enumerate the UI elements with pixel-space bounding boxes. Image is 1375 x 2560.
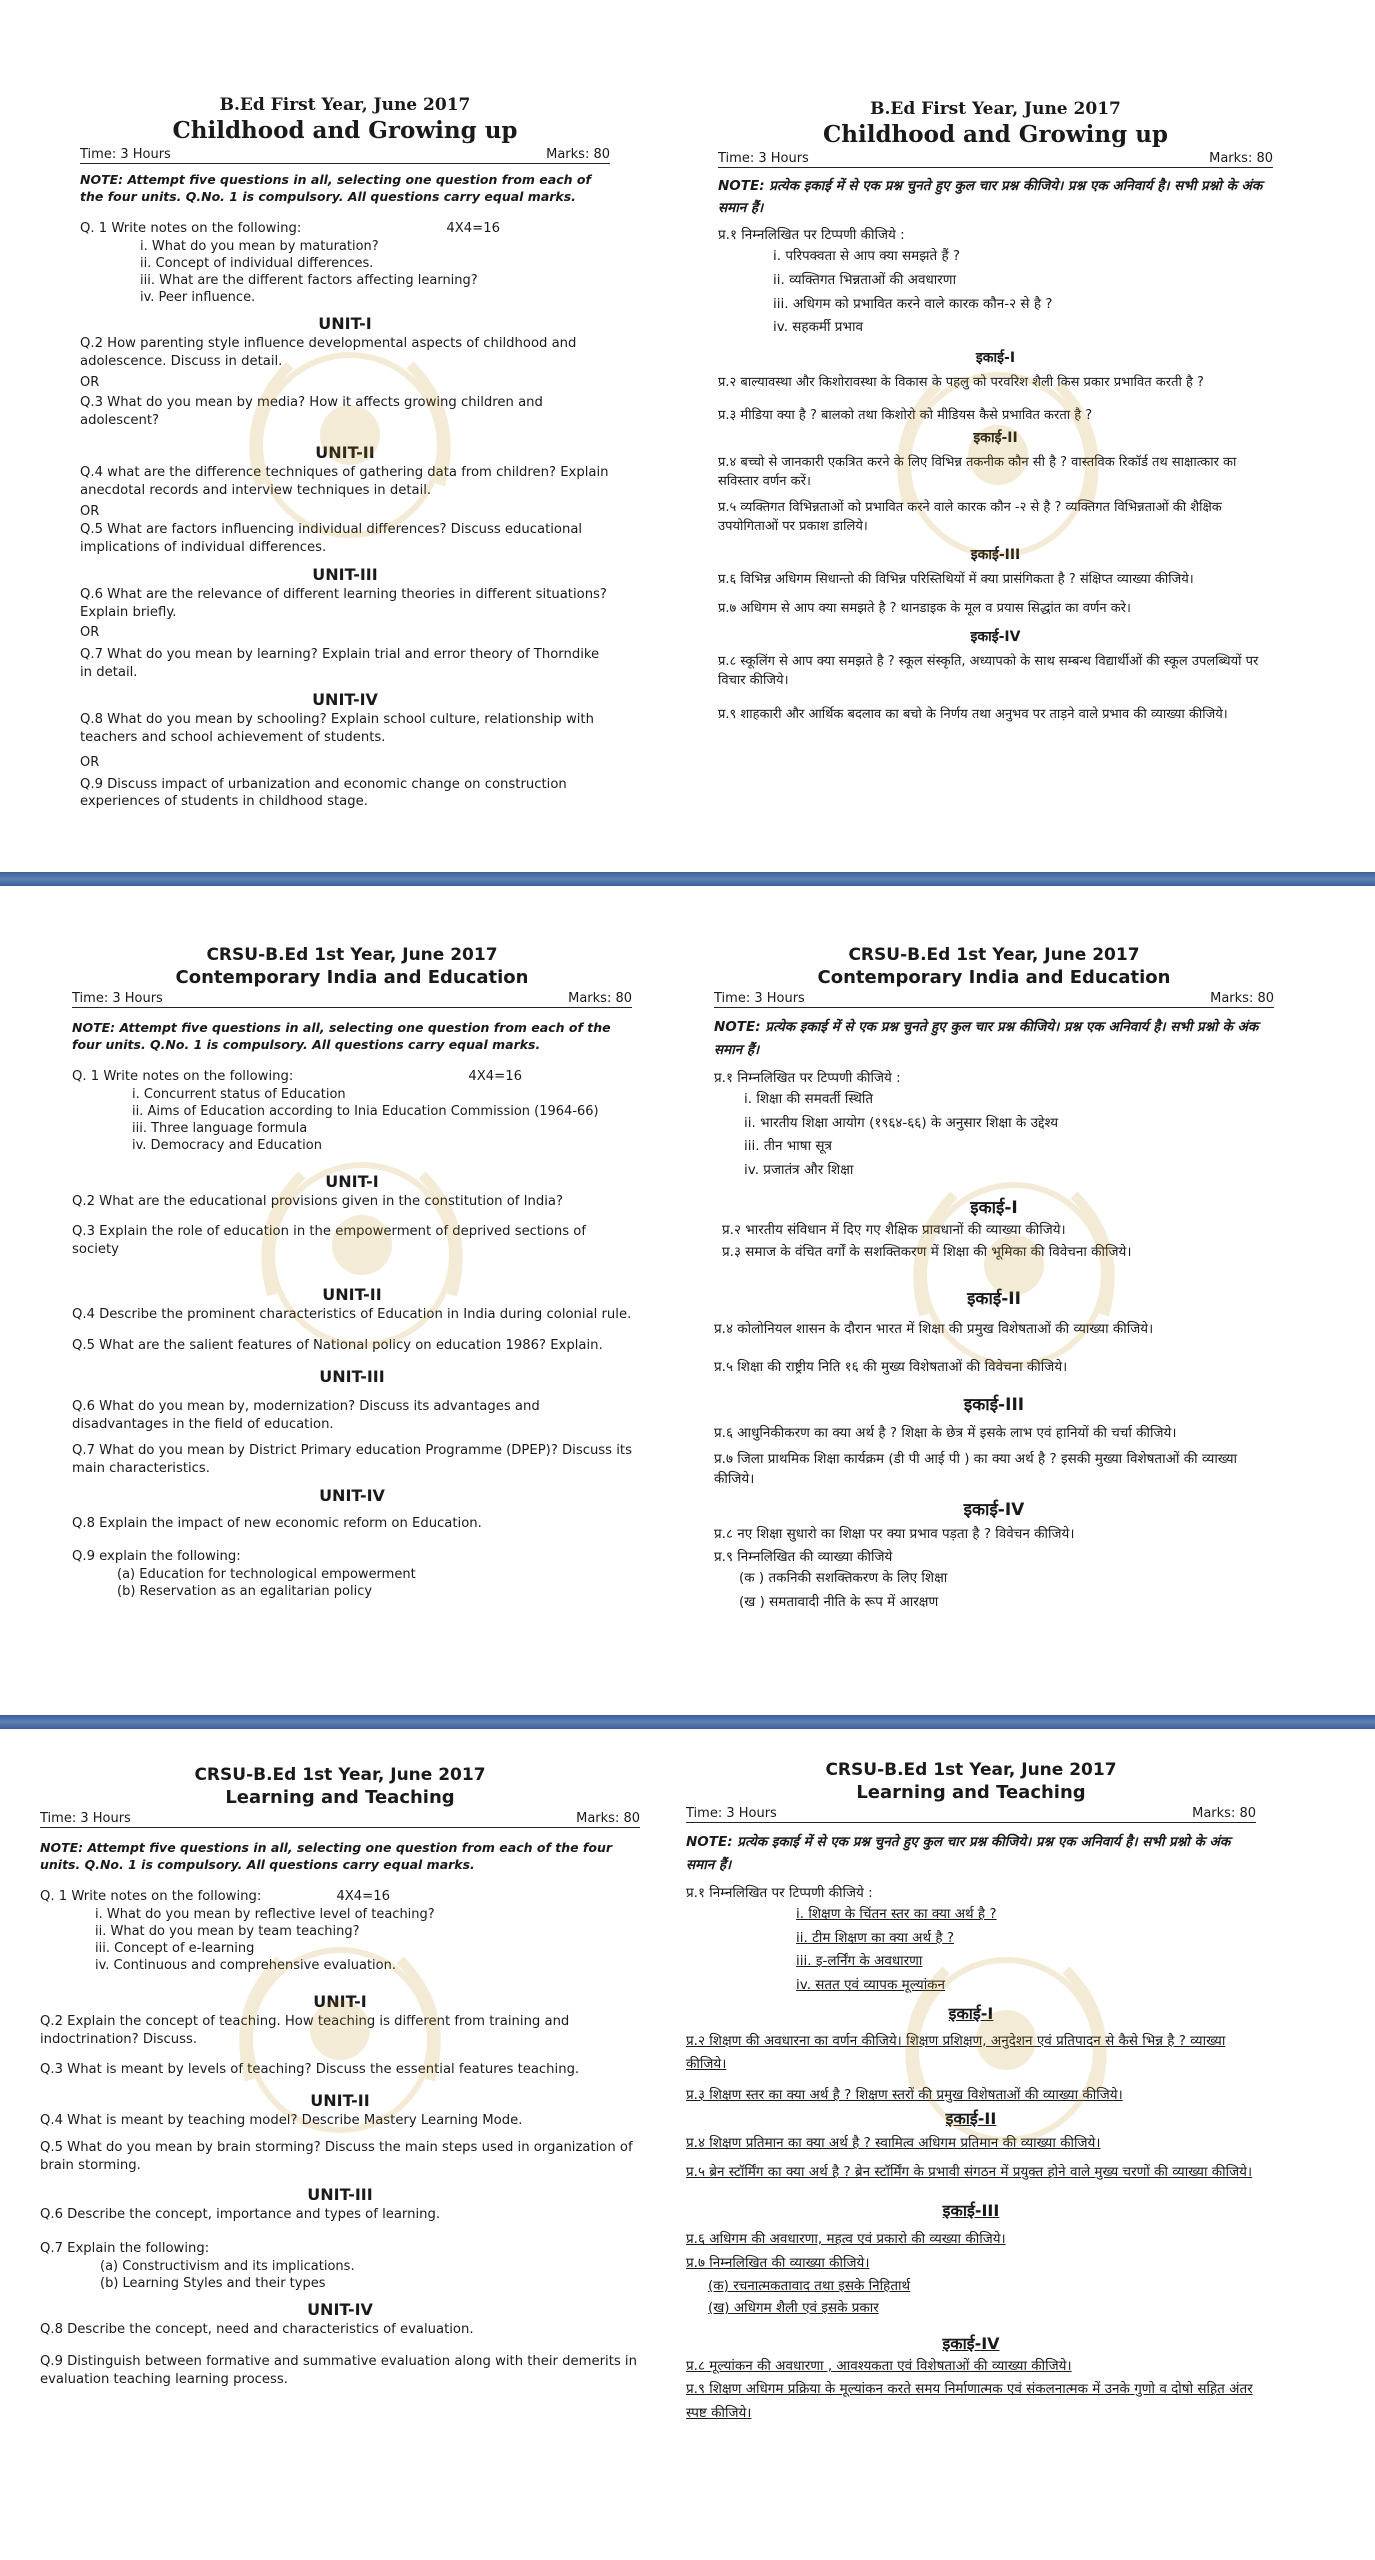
question-text: Q. 1 Write notes on the following: [72,1068,294,1084]
question-2: प्र.२ बाल्यावस्था और किशोरावस्था के विकास के पहलु को परवरिश शैली किस प्रकार प्रभावित करती है ? [718,374,1204,390]
question-2: Q.2 What are the educational provisions given in the constitution of India? [72,1194,563,1210]
question-1: प्र.१ निम्नलिखित पर टिप्पणी कीजिये : [714,1069,901,1086]
question-9: Q.9 Discuss impact of urbanization and economic change on construction experiences of students in childhood stage. [80,776,567,810]
question-3: Q.3 What is meant by levels of teaching? Discuss the essential features teaching. [40,2061,580,2077]
unit-heading: UNIT-IV [312,689,378,709]
question-1: प्र.१ निम्नलिखित पर टिप्पणी कीजिये : [718,227,905,244]
question-text: Q. 1 Write notes on the following: [80,220,302,236]
question-1 [40,1888,640,1906]
question-7: प्र.७ निम्नलिखित की व्याख्या कीजिये। [686,2255,870,2272]
sub-question: (a) Education for technological empowerment [117,1567,416,1583]
unit-heading: UNIT-II [322,1284,382,1304]
unit-heading: UNIT-II [310,2090,370,2110]
question-4: Q.4 What is meant by teaching model? Describe Mastery Learning Mode. [40,2112,523,2128]
question-8: Q.8 What do you mean by schooling? Explain school culture, relationship with teachers and school achievement of students. [80,711,594,745]
sub-question: (b) Reservation as an egalitarian policy [117,1584,373,1600]
unit-heading: इकाई-I [948,2003,994,2023]
subject-title: Contemporary India and Education [175,967,529,988]
unit-heading: इकाई-IV [970,628,1021,645]
marks-label: Marks: 80 [546,147,610,162]
time-label: Time: 3 Hours [40,1811,131,1826]
unit-heading: इकाई-III [970,546,1021,563]
sub-question: i. What do you mean by reflective level of teaching? [95,1906,435,1922]
time-marks-row [80,147,610,164]
exam-title-line: CRSU-B.Ed 1st Year, June 2017 [194,1765,486,1785]
question-6: Q.6 What do you mean by, modernization? Discuss its advantages and disadvantages in the field of education. [72,1399,540,1433]
marks-breakdown: 4X4=16 [446,220,500,236]
unit-heading: इकाई-I [975,349,1016,366]
question-4: प्र.४ कोलोनियल शासन के दौरान भारत में शिक्षा की प्रमुख विशेषताओं की व्याख्या कीजिये। [714,1321,1154,1338]
time-label: Time: 3 Hours [718,151,809,166]
unit-heading: UNIT-I [318,314,372,334]
question-3: प्र.३ शिक्षण स्तर का क्या अर्थ है ? शिक्षण स्तरों की प्रमुख विशेषताओं की व्याख्या कीजिये। [686,2086,1123,2103]
sub-question: iii. इ-लर्निंग के अवधारणा [796,1953,923,1970]
sub-question: ii. What do you mean by team teaching? [95,1923,360,1939]
unit-heading: इकाई-I [970,1197,1018,1218]
question-6: Q.6 What are the relevance of different learning theories in different situations? Explain briefly. [80,586,607,620]
exam-title-line: CRSU-B.Ed 1st Year, June 2017 [825,1760,1117,1780]
or-label: OR [80,374,100,390]
time-marks-row [72,991,632,1008]
paper-english-column [40,1760,640,2388]
time-marks-row [40,1811,640,1828]
question-4: Q.4 Describe the prominent characteristics of Education in India during colonial rule. [72,1306,632,1322]
question-2: Q.2 How parenting style influence developmental aspects of childhood and adolescence. Discuss in detail. [80,336,577,369]
question-3: Q.3 Explain the role of education in the empowerment of deprived sections of society [72,1224,586,1257]
instructions-note: NOTE: प्रत्येक इकाई में से एक प्रश्न चुनते हुए कुल चार प्रश्न कीजिये। प्रश्न एक अनिवार्य है। सभी प्रश्नो के अंक समान हैं। [718,178,1263,216]
or-label: OR [80,625,100,641]
sub-question: (क) रचनात्मकतावाद तथा इसके निहितार्थ [708,2277,911,2294]
sub-question: i. परिपक्वता से आप क्या समझते हैं ? [773,248,961,265]
question-6: प्र.६ विभिन्न अधिगम सिधान्तो की विभिन्न परिस्तिथियों में क्या प्रासंगिकता है ? संक्षिप्त व्याख्या कीजिये। [718,571,1194,587]
question-1 [72,1068,632,1086]
unit-heading: इकाई-II [973,429,1018,446]
time-label: Time: 3 Hours [686,1806,777,1821]
marks-label: Marks: 80 [576,1811,640,1826]
sub-question: ii. Aims of Education according to Inia Education Commission (1964-66) [132,1103,599,1119]
question-3: प्र.३ मीडिया क्या है ? बालको तथा किशोरो को मीडियस कैसे प्रभावित करता है ? [718,408,1093,424]
question-5: Q.5 What do you mean by brain storming? Discuss the main steps used in organization of brain storming. [40,2140,633,2174]
subject-title: Childhood and Growing up [822,121,1169,148]
question-2: प्र.२ भारतीय संविधान में दिए गए शैक्षिक प्रावधानों की व्याख्या कीजिये। [722,1221,1066,1238]
marks-label: Marks: 80 [568,991,632,1006]
instructions-note: NOTE: प्रत्येक इकाई में से एक प्रश्न चुनते हुए कुल चार प्रश्न कीजिये। प्रश्न एक अनिवार्य है। सभी प्रश्नो के अंक समान हैं। [686,1834,1231,1873]
question-6: प्र.६ अधिगम की अवधारणा, महत्व एवं प्रकारो की व्यख्या कीजिये। [686,2231,1006,2247]
subject-title: Learning and Teaching [856,1782,1086,1803]
question-5: Q.5 What are factors influencing individual differences? Discuss educational implications of individual differences. [80,522,583,555]
subject-title: Childhood and Growing up [172,117,518,144]
sub-question: iii. Three language formula [132,1120,308,1136]
question-7: प्र.७ अधिगम से आप क्या समझते है ? थानडाइक के मूल व प्रयास सिद्धांत का वर्णन करे। [718,601,1131,617]
question-1: प्र.१ निम्नलिखित पर टिप्पणी कीजिये : [686,1884,873,1901]
unit-heading: इकाई-III [942,2201,1000,2220]
sub-question: ii. टीम शिक्षण का क्या अर्थ है ? [796,1929,955,1946]
question-7: Q.7 What do you mean by District Primary education Programme (DPEP)? Discuss its main characteristics. [72,1442,632,1476]
instructions-note: NOTE: Attempt five questions in all, selecting one question from each of the four units. Q.No. 1 is compulsory. All questions carry equal marks. [40,1840,613,1872]
or-label: OR [80,504,100,520]
sub-question: i. शिक्षा की समवर्ती स्थिति [744,1091,874,1108]
paper-hindi-column [686,1760,1256,2426]
question-5: प्र.५ व्यक्तिगत विभिन्नताओं को प्रभावित करने वाले कारक कौन -२ से है ? व्यक्तिगत विभिन्नताओं की शैक्षिक उपयोगिताओं पर प्रकाश डालिये। [718,499,1222,535]
marks-breakdown: 4X4=16 [468,1068,522,1084]
sub-question: ii. भारतीय शिक्षा आयोग (१९६४-६६) के अनुसार शिक्षा के उद्देश्य [744,1114,1059,1131]
question-4: Q.4 what are the difference techniques of gathering data from children? Explain anecdotal records and interview techniques in detail. [80,465,609,499]
marks-label: Marks: 80 [1210,991,1274,1006]
question-9: Q.9 Distinguish between formative and summative evaluation along with their demerits in evaluation teaching learning process. [40,2353,637,2387]
unit-heading: इकाई-III [963,1394,1025,1415]
question-7: Q.7 Explain the following: [40,2240,210,2256]
sub-question: (क ) तकनिकी सशक्तिकरण के लिए शिक्षा [739,1569,948,1586]
question-6: प्र.६ आधुनिकीकरण का क्या अर्थ है ? शिक्षा के छेत्र में इसके लाभ एवं हानियों की चर्चा कीजिये। [714,1424,1177,1441]
question-5: Q.5 What are the salient features of National policy on education 1986? Explain. [72,1338,603,1354]
unit-heading: UNIT-I [325,1172,379,1192]
marks-breakdown: 4X4=16 [336,1888,390,1904]
subject-title: Learning and Teaching [225,1787,455,1808]
question-4: प्र.४ शिक्षण प्रतिमान का क्या अर्थ है ? स्वामित्व अधिगम प्रतिमान की व्याख्या कीजिये। [686,2135,1101,2152]
exam-title-line: B.Ed First Year, June 2017 [870,99,1121,119]
unit-heading: UNIT-IV [307,2300,373,2319]
question-8: प्र.८ स्कूलिंग से आप क्या समझते है ? स्कूल संस्कृति, अध्यापको के साथ सम्बन्ध विद्यार्थीओं की स्कूल उपलब्धियों पर विचार कीजिये। [718,653,1259,689]
question-3: Q.3 What do you mean by media? How it affects growing children and adolescent? [80,394,543,428]
instructions-note: NOTE: Attempt five questions in all, selecting one question from each of the four units. Q.No. 1 is compulsory. All questions carry equal marks. [80,172,591,204]
paper-hindi-column [714,945,1274,1614]
time-label: Time: 3 Hours [714,991,805,1006]
exam-title-line: CRSU-B.Ed 1st Year, June 2017 [206,945,498,965]
marks-label: Marks: 80 [1192,1806,1256,1821]
sub-question: iii. Concept of e-learning [95,1940,255,1956]
sub-question: iv. प्रजातंत्र और शिक्षा [744,1162,854,1178]
sub-question: iii. तीन भाषा सूत्र [744,1138,832,1155]
time-label: Time: 3 Hours [80,147,171,162]
sub-question: iii. What are the different factors affecting learning? [140,272,478,288]
question-9: प्र.९ शिक्षण अधिगम प्रक्रिया के मूल्यांकन करते समय निर्माणात्मक एवं संकलनात्मक में उनके गुणो व दोषो सहित अंतर स्पष्ट कीजिये। [686,2381,1253,2421]
unit-heading: UNIT-III [312,564,378,584]
sub-question: iv. Peer influence. [140,290,256,306]
sub-question: iii. अधिगम को प्रभावित करने वाले कारक कौन-२ से है ? [773,295,1053,312]
question-9: प्र.९ निम्नलिखित की व्याख्या कीजिये [714,1548,893,1565]
exam-title-line: CRSU-B.Ed 1st Year, June 2017 [848,945,1140,965]
sub-question: i. शिक्षण के चिंतन स्तर का क्या अर्थ है ? [796,1906,997,1923]
question-8: Q.8 Explain the impact of new economic reform on Education. [72,1515,482,1531]
paper-english-column [72,945,632,1600]
sub-question: i. Concurrent status of Education [132,1086,346,1102]
instructions-note: NOTE: प्रत्येक इकाई में से एक प्रश्न चुनते हुए कुल चार प्रश्न कीजिये। प्रश्न एक अनिवार्य है। सभी प्रश्नो के अंक समान हैं। [714,1019,1259,1058]
question-7: Q.7 What do you mean by learning? Explain trial and error theory of Thorndike in detail. [80,647,600,681]
question-text: Q. 1 Write notes on the following: [40,1888,262,1904]
section-divider [0,1715,1375,1729]
unit-heading: UNIT-I [313,1992,367,2012]
unit-heading: इकाई-IV [942,2334,1000,2353]
unit-heading: इकाई-II [967,1289,1021,1310]
question-4: प्र.४ बच्चो से जानकारी एकत्रित करने के लिए विभिन्न तकनीक कौन सी है ? वास्तविक रिकॉर्ड तथ साक्षात्कार का सविस्तार वर्णन करें। [718,454,1237,490]
question-8: Q.8 Describe the concept, need and characteristics of evaluation. [40,2322,474,2337]
time-marks-row [686,1806,1256,1823]
question-6: Q.6 Describe the concept, importance and types of learning. [40,2207,441,2223]
question-9: Q.9 explain the following: [72,1549,241,1565]
sub-question: i. What do you mean by maturation? [140,238,379,254]
question-2: प्र.२ शिक्षण की अवधारना का वर्णन कीजिये। शिक्षण प्रशिक्षण, अनुदेशन एवं प्रतिपादन से कैसे भिन्न है ? व्याख्या कीजिये। [686,2032,1226,2073]
question-5: प्र.५ ब्रेन स्टॉर्मिंग का क्या अर्थ है ? ब्रेन स्टॉर्मिंग के प्रभावी संगठन में प्रयुक्त होने वाले मुख्य चरणों की व्याख्या कीजिये। [686,2164,1253,2181]
time-marks-row [718,151,1273,168]
question-2: Q.2 Explain the concept of teaching. How teaching is different from training and indoctrination? Discuss. [40,2014,570,2047]
unit-heading: UNIT-II [315,443,375,463]
sub-question: (b) Learning Styles and their types [100,2275,326,2291]
subject-title: Contemporary India and Education [817,967,1171,988]
question-3: प्र.३ समाज के वंचित वर्गों के सशक्तिकरण में शिक्षा की भूमिका की विवेचना कीजिये। [722,1243,1132,1260]
sub-question: (a) Constructivism and its implications. [100,2258,355,2274]
paper-english-column [80,95,610,811]
sub-question: iv. Continuous and comprehensive evaluation. [95,1958,396,1974]
question-8: प्र.८ मूल्यांकन की अवधारणा , आवश्यकता एवं विशेषताओं की व्याख्या कीजिये। [686,2358,1072,2374]
unit-heading: UNIT-III [319,1367,385,1387]
time-marks-row [714,991,1274,1008]
unit-heading: इकाई-II [945,2109,997,2129]
unit-heading: इकाई-IV [963,1500,1025,1521]
exam-title-line: B.Ed First Year, June 2017 [219,95,471,115]
marks-label: Marks: 80 [1209,151,1273,166]
sub-question: iv. Democracy and Education [132,1138,322,1154]
sub-question: ii. Concept of individual differences. [140,255,374,271]
sub-question: iv. सहकर्मी प्रभाव [773,319,863,336]
sub-question: ii. व्यक्तिगत भिन्नताओं की अवधारणा [773,272,957,289]
sub-question: iv. सतत एवं व्यापक मूल्यांकन [796,1977,946,1993]
sub-question: (ख ) समतावादी नीति के रूप में आरक्षण [739,1593,939,1610]
paper-hindi-column [718,95,1273,724]
time-label: Time: 3 Hours [72,991,163,1006]
sub-question: (ख) अधिगम शैली एवं इसके प्रकार [708,2299,879,2316]
question-7: प्र.७ जिला प्राथमिक शिक्षा कार्यक्रम (डी पी आई पी ) का क्या अर्थ है ? इसकी मुख्या विशेषताओं की व्याख्या कीजिये। [714,1450,1238,1488]
unit-heading: UNIT-IV [319,1485,385,1505]
question-9: प्र.९ शाहकारी और आर्थिक बदलाव का बचो के निर्णय तथा अनुभव पर ताड़ने वाले प्रभाव की व्याख्या कीजिये। [718,706,1228,722]
question-1 [80,220,610,238]
question-5: प्र.५ शिक्षा की राष्ट्रीय निति १६ की मुख्य विशेषताओं की विवेचना कीजिये। [714,1359,1068,1376]
instructions-note: NOTE: Attempt five questions in all, selecting one question from each of the four units. Q.No. 1 is compulsory. All questions carry equal marks. [72,1020,611,1052]
or-label: OR [80,754,100,770]
section-divider [0,872,1375,886]
question-8: प्र.८ नए शिक्षा सुधारो का शिक्षा पर क्या प्रभाव पड़ता है ? विवेचन कीजिये। [714,1526,1075,1543]
unit-heading: UNIT-III [307,2185,373,2205]
